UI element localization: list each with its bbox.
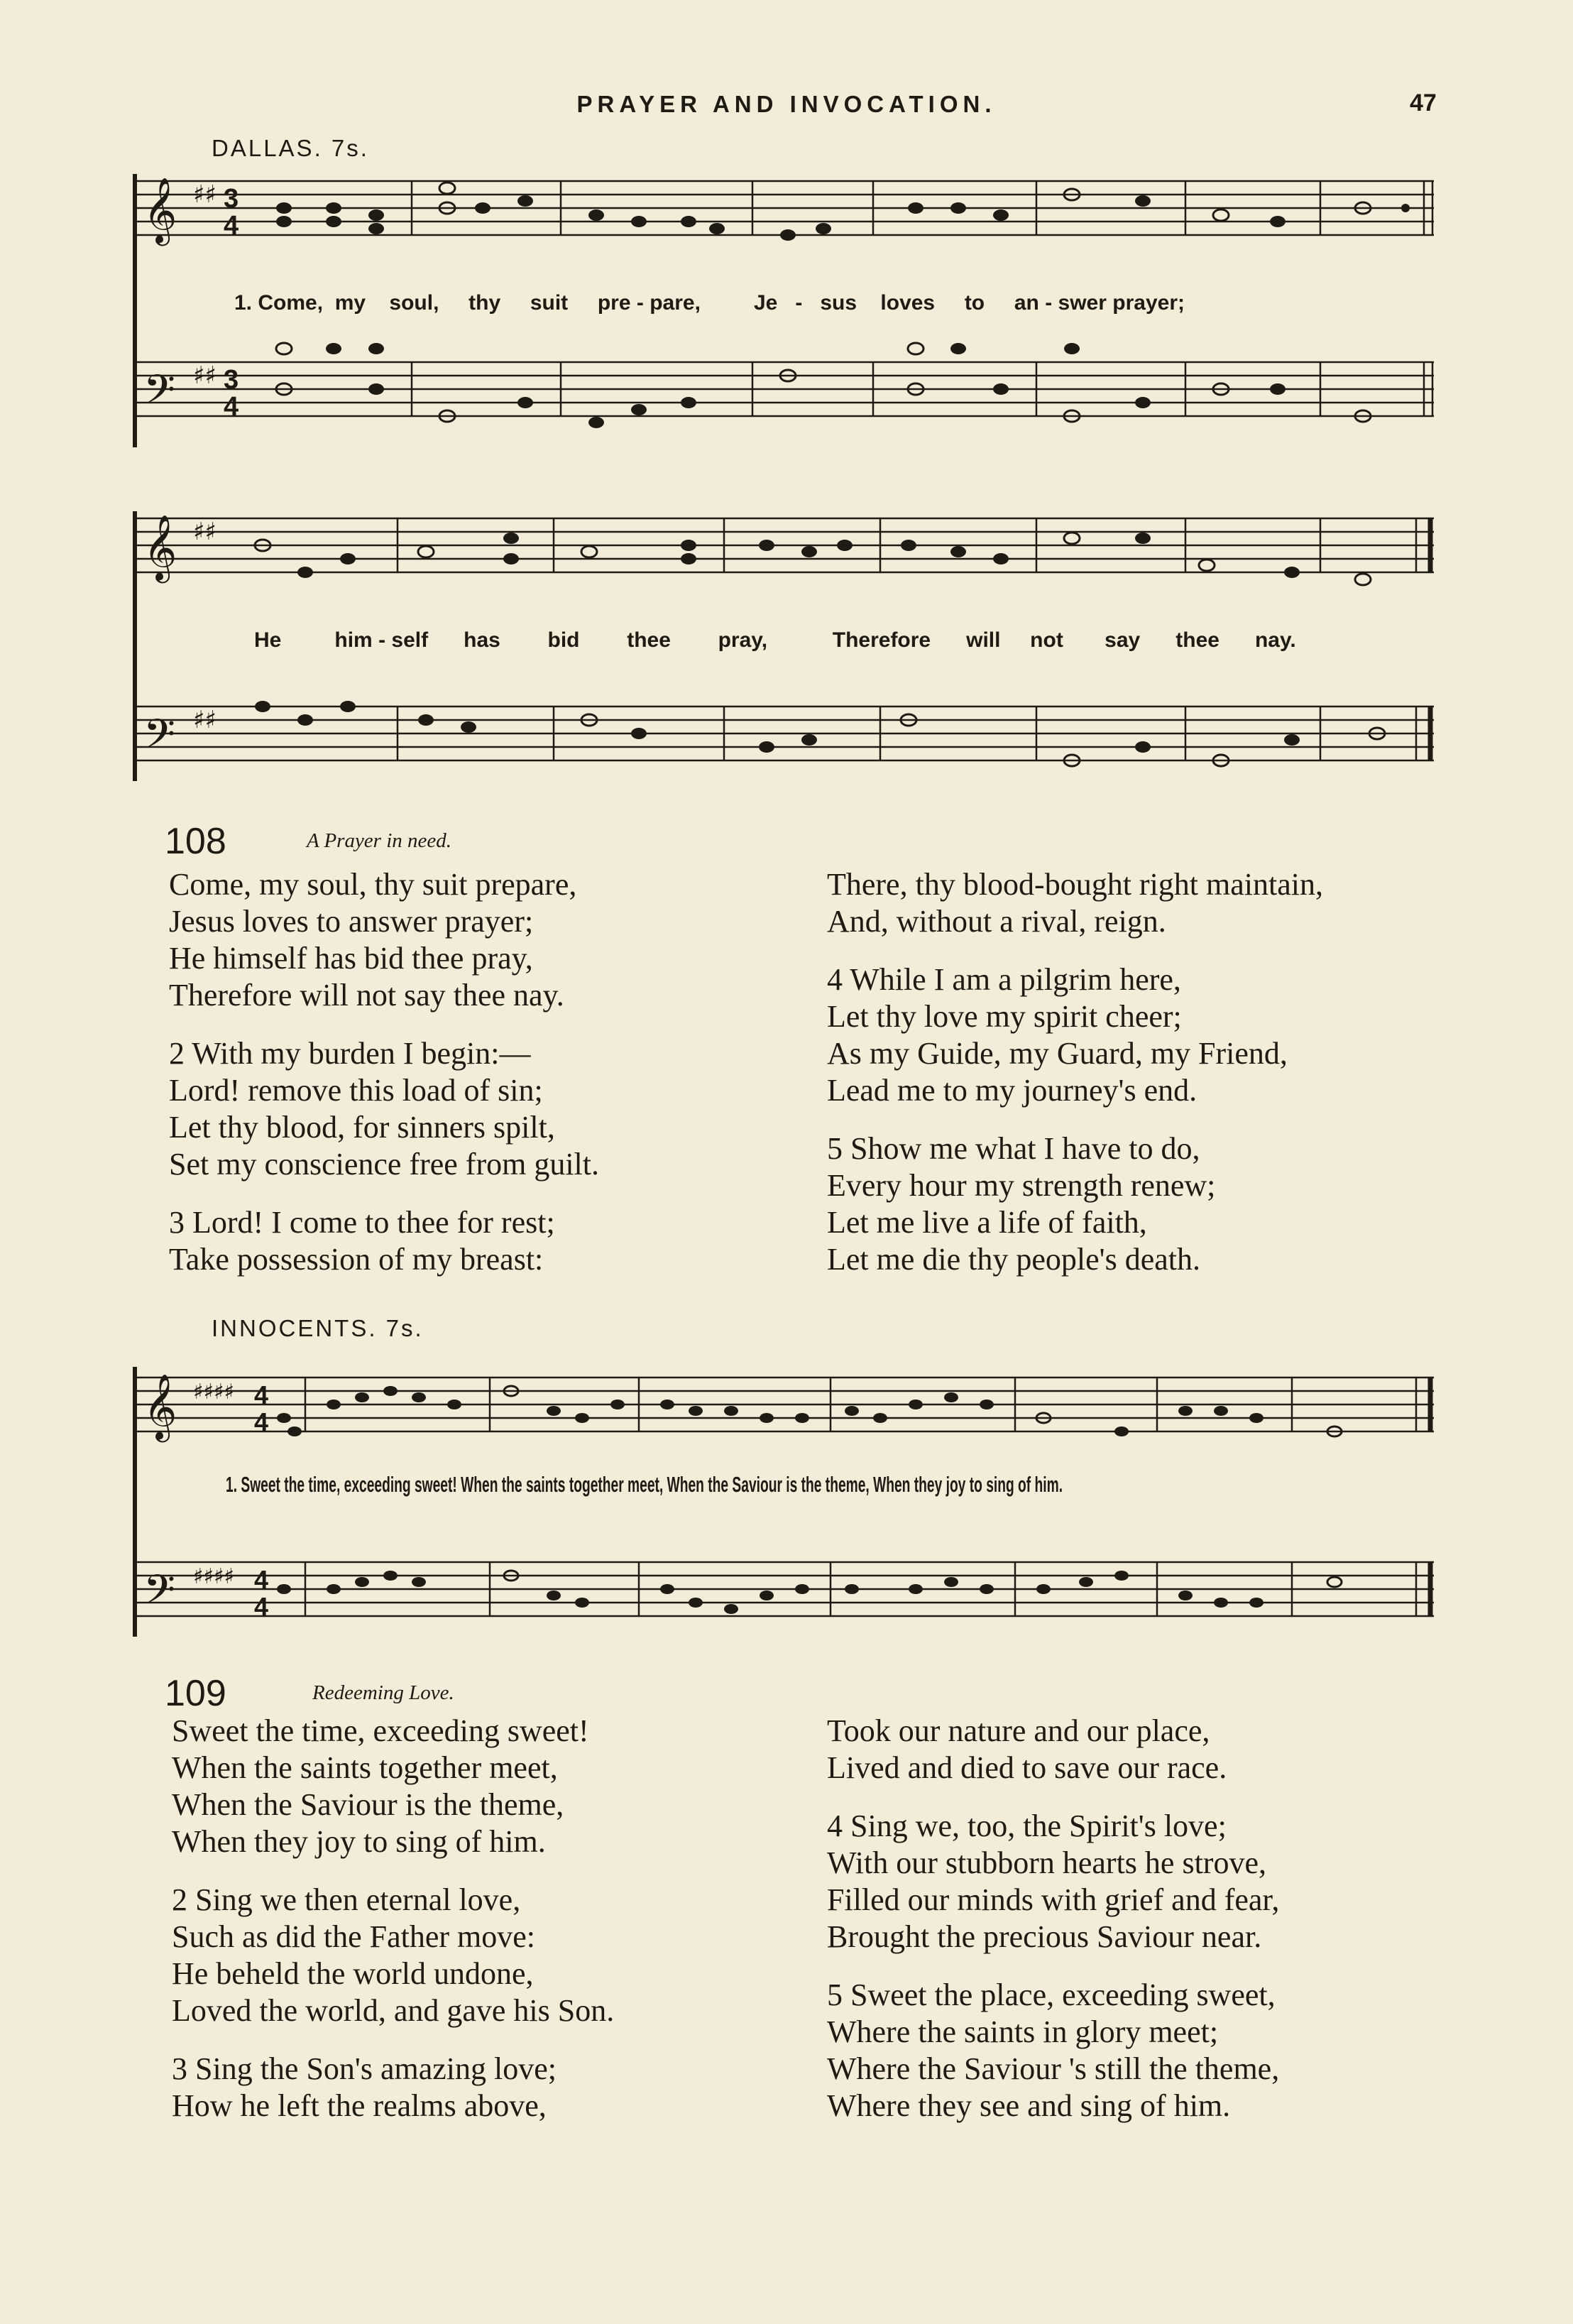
stanza-3 bbox=[172, 2051, 614, 2124]
stanza-line: Sweet the time, exceeding sweet! bbox=[172, 1713, 589, 1748]
stanza-line: Loved the world, and gave his Son. bbox=[172, 1993, 615, 2028]
stanza-line: 3 Lord! I come to thee for rest; bbox=[169, 1205, 555, 1240]
stanza-line: 2 Sing we then eternal love, bbox=[172, 1882, 521, 1917]
svg-text:♯♯: ♯♯ bbox=[193, 518, 217, 546]
svg-text:𝄞: 𝄞 bbox=[143, 1373, 177, 1439]
stanza-2 bbox=[169, 1035, 599, 1183]
stanza-line: Where the Saviour 's still the theme, bbox=[827, 2051, 1280, 2086]
svg-text:3: 3 bbox=[224, 184, 239, 214]
stanza-1 bbox=[169, 866, 599, 1014]
svg-text:♯♯: ♯♯ bbox=[193, 706, 217, 734]
stanza-line: Come, my soul, thy suit prepare, bbox=[169, 867, 577, 902]
dallas-lyrics-2: He him - self has bid thee pray, Therefore will not say thee nay. bbox=[254, 628, 1296, 652]
hymn-108-right-column bbox=[827, 866, 1323, 1299]
stanza-line: He himself has bid thee pray, bbox=[169, 941, 533, 976]
stanza-line: 2 With my burden I begin:— bbox=[169, 1036, 531, 1071]
stanza-line: 4 While I am a pilgrim here, bbox=[827, 962, 1181, 997]
stanza-line: Where the saints in glory meet; bbox=[827, 2014, 1219, 2049]
svg-text:♯♯: ♯♯ bbox=[193, 180, 217, 209]
stanza-line: How he left the realms above, bbox=[172, 2088, 547, 2123]
hymn-108-left-column bbox=[169, 866, 599, 1299]
svg-text:𝄢: 𝄢 bbox=[143, 710, 176, 768]
hymn-109-right-column bbox=[827, 1713, 1279, 2146]
stanza-5 bbox=[827, 1977, 1279, 2124]
stanza-3 bbox=[169, 1204, 599, 1278]
stanza-line: Lived and died to save our race. bbox=[827, 1750, 1227, 1785]
svg-text:3: 3 bbox=[224, 365, 239, 395]
stanza-line: Brought the precious Saviour near. bbox=[827, 1919, 1262, 1954]
dallas-lyrics-1: 1. Come, my soul, thy suit pre - pare, Je - sus loves to an - swer prayer; bbox=[234, 291, 1185, 315]
stanza-line: Take possession of my breast: bbox=[169, 1242, 544, 1277]
tune-name-innocents: INNOCENTS. 7s. bbox=[212, 1315, 424, 1341]
svg-text:♯♯♯♯: ♯♯♯♯ bbox=[193, 1564, 235, 1589]
stanza-line: Filled our minds with grief and fear, bbox=[827, 1882, 1280, 1917]
stanza-line: Where they see and sing of him. bbox=[827, 2088, 1231, 2123]
svg-text:4: 4 bbox=[254, 1380, 269, 1409]
stanza-line: Let me live a life of faith, bbox=[827, 1205, 1147, 1240]
page-number: 47 bbox=[1410, 89, 1437, 116]
svg-text:𝄢: 𝄢 bbox=[143, 366, 176, 424]
stanza-line: Let thy love my spirit cheer; bbox=[827, 999, 1182, 1034]
stanza-line: 5 Show me what I have to do, bbox=[827, 1131, 1200, 1166]
svg-text:𝄞: 𝄞 bbox=[143, 514, 177, 580]
innocents-system bbox=[128, 1346, 1441, 1658]
hymn-number: 108 bbox=[165, 821, 226, 862]
svg-text:𝄢: 𝄢 bbox=[143, 1566, 176, 1624]
stanza-line: There, thy blood-bought right maintain, bbox=[827, 867, 1323, 902]
stanza-line: Took our nature and our place, bbox=[827, 1713, 1210, 1748]
stanza-line: Such as did the Father move: bbox=[172, 1919, 536, 1954]
stanza-line: Let me die thy people's death. bbox=[827, 1242, 1200, 1277]
stanza-line: 5 Sweet the place, exceeding sweet, bbox=[827, 1977, 1276, 2012]
hymn-number: 109 bbox=[165, 1673, 226, 1714]
running-head: PRAYER AND INVOCATION. bbox=[576, 91, 997, 117]
stanza-line: When the saints together meet, bbox=[172, 1750, 558, 1785]
stanza-line: Every hour my strength renew; bbox=[827, 1168, 1216, 1203]
stanza-line: And, without a rival, reign. bbox=[827, 904, 1166, 939]
svg-text:4: 4 bbox=[254, 1565, 269, 1594]
stanza-line: 4 Sing we, too, the Spirit's love; bbox=[827, 1809, 1227, 1843]
svg-text:4: 4 bbox=[254, 1407, 269, 1436]
stanza-5 bbox=[827, 1130, 1323, 1278]
innocents-system-staves bbox=[128, 1346, 1441, 1658]
stanza-3-continued bbox=[827, 1713, 1279, 1786]
stanza-1 bbox=[172, 1713, 614, 1860]
svg-text:♯♯♯♯: ♯♯♯♯ bbox=[193, 1380, 235, 1404]
stanza-line: 3 Sing the Son's amazing love; bbox=[172, 2051, 557, 2086]
hymn-subtitle: A Prayer in need. bbox=[307, 829, 452, 852]
stanza-4 bbox=[827, 1808, 1279, 1955]
svg-text:4: 4 bbox=[224, 392, 239, 422]
stanza-line: Set my conscience free from guilt. bbox=[169, 1147, 600, 1182]
stanza-line: As my Guide, my Guard, my Friend, bbox=[827, 1036, 1288, 1071]
stanza-line: Jesus loves to answer prayer; bbox=[169, 904, 534, 939]
svg-text:𝄞: 𝄞 bbox=[143, 177, 177, 243]
stanza-line: Therefore will not say thee nay. bbox=[169, 978, 564, 1013]
stanza-line: When they joy to sing of him. bbox=[172, 1824, 546, 1859]
stanza-line: Lead me to my journey's end. bbox=[827, 1073, 1197, 1108]
svg-text:4: 4 bbox=[224, 211, 239, 241]
svg-text:♯♯: ♯♯ bbox=[193, 361, 217, 390]
stanza-line: When the Saviour is the theme, bbox=[172, 1787, 564, 1822]
svg-text:4: 4 bbox=[254, 1592, 269, 1621]
hymn-subtitle: Redeeming Love. bbox=[312, 1681, 454, 1704]
stanza-line: He beheld the world undone, bbox=[172, 1956, 534, 1991]
stanza-3-continued bbox=[827, 866, 1323, 940]
stanza-line: Lord! remove this load of sin; bbox=[169, 1073, 543, 1108]
stanza-line: With our stubborn hearts he strove, bbox=[827, 1845, 1266, 1880]
innocents-lyrics: 1. Sweet the time, exceeding sweet! When the saints together meet, When the Saviour is the theme, When they joy to sing of him. bbox=[226, 1472, 1063, 1497]
hymn-109-left-column bbox=[172, 1713, 614, 2146]
tune-name-dallas: DALLAS. 7s. bbox=[212, 135, 369, 161]
stanza-4 bbox=[827, 961, 1323, 1109]
stanza-line: Let thy blood, for sinners spilt, bbox=[169, 1110, 555, 1145]
stanza-2 bbox=[172, 1882, 614, 2029]
